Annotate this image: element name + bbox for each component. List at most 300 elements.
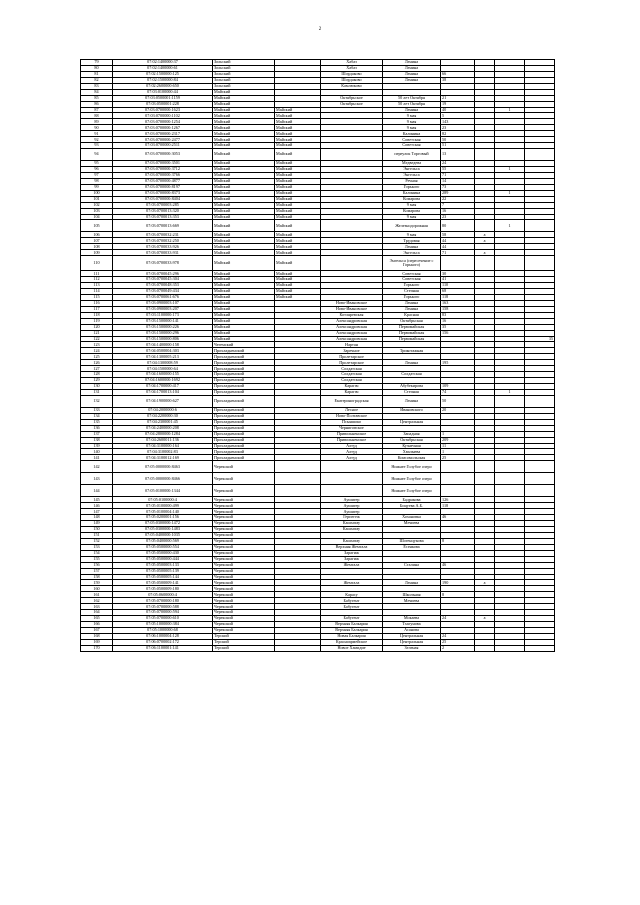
street-cell: Ленина: [383, 360, 441, 366]
row-number-cell: 114: [81, 289, 113, 295]
row-number-cell: 147: [81, 509, 113, 515]
district-cell: Майский: [213, 95, 275, 101]
street-cell: Солдатская: [383, 372, 441, 378]
row-number-cell: 158: [81, 574, 113, 580]
house-cell: 20: [441, 407, 475, 413]
row-number-cell: 118: [81, 312, 113, 318]
row-number-cell: 140: [81, 449, 113, 455]
district-cell: Черекский: [213, 538, 275, 544]
house-cell: [441, 256, 475, 271]
cadastral-number-cell: 07:02:1400000:61: [113, 65, 213, 71]
district-cell: Майский: [213, 277, 275, 283]
city-cell: Майский: [275, 178, 321, 184]
city-cell: Майский: [275, 271, 321, 277]
city-cell: Майский: [275, 196, 321, 202]
row-number-cell: 129: [81, 378, 113, 384]
cadastral-number-cell: 07:03:0700000:3712: [113, 167, 213, 173]
row-number-cell: 159: [81, 580, 113, 586]
house-cell: 118: [441, 294, 475, 300]
cadastral-number-cell: 07:05:0600000:4: [113, 592, 213, 598]
street-cell: 9 мая: [383, 119, 441, 125]
street-cell: Сталина: [383, 562, 441, 568]
district-cell: Майский: [213, 250, 275, 256]
cadastral-number-cell: 07:04:2000000:6: [113, 407, 213, 413]
row-number-cell: 123: [81, 342, 113, 348]
district-cell: Черекский: [213, 544, 275, 550]
settlement-cell: Александровская: [321, 336, 383, 342]
letter-cell: а: [475, 238, 495, 244]
district-cell: Майский: [213, 294, 275, 300]
house-cell: 73: [441, 184, 475, 190]
building-cell: [495, 461, 525, 473]
row-number-cell: 100: [81, 190, 113, 196]
cadastral-number-cell: 07:03:0700000:3501: [113, 161, 213, 167]
row-number-cell: 98: [81, 178, 113, 184]
building-cell: [495, 485, 525, 497]
cadastral-register-table: [80, 59, 555, 652]
row-number-cell: 128: [81, 372, 113, 378]
settlement-cell: Алтуд: [321, 455, 383, 461]
street-cell: Бицуева А.Б.: [383, 503, 441, 509]
cadastral-number-cell: 07:03:0700032:250: [113, 238, 213, 244]
street-cell: 9 мая: [383, 113, 441, 119]
cadastral-number-cell: 07:06:1000004:128: [113, 633, 213, 639]
cadastral-number-cell: 07:03:0700000:4877: [113, 178, 213, 184]
row-number-cell: 103: [81, 208, 113, 214]
letter-cell: [475, 461, 495, 473]
settlement-cell: Новое Хамидие: [321, 645, 383, 651]
cadastral-number-cell: 07:05:0000000:8463: [113, 461, 213, 473]
letter-cell: [475, 256, 495, 271]
cadastral-number-cell: 07:05:0300000:1472: [113, 521, 213, 527]
cadastral-number-cell: 07:05:1000000:384: [113, 622, 213, 628]
cadastral-number-cell: 07:02:1500000:84: [113, 77, 213, 83]
row-number-cell: 122: [81, 336, 113, 342]
street-cell: Трикотажная: [383, 348, 441, 354]
table-row: [81, 461, 555, 473]
house-cell: [441, 485, 475, 497]
street-cell: Красная: [383, 312, 441, 318]
row-number-cell: 121: [81, 330, 113, 336]
house-cell: [441, 461, 475, 473]
cadastral-number-cell: 07:04:2300001:45: [113, 419, 213, 425]
cadastral-number-cell: 07:03:0900003:107: [113, 300, 213, 306]
row-number-cell: 99: [81, 184, 113, 190]
district-cell: Зольский: [213, 83, 275, 89]
cadastral-number-cell: 07:03:0700000:1267: [113, 125, 213, 131]
row-number-cell: 79: [81, 60, 113, 66]
district-cell: Прохладненский: [213, 419, 275, 425]
house-cell: 23: [441, 214, 475, 220]
house-cell: 109: [441, 384, 475, 390]
district-cell: Черекский: [213, 497, 275, 503]
row-number-cell: 81: [81, 71, 113, 77]
settlement-cell: Камлюково: [321, 83, 383, 89]
street-cell: Ленина: [383, 300, 441, 306]
row-number-cell: 151: [81, 532, 113, 538]
district-cell: Прохладненский: [213, 378, 275, 384]
house-cell: 195: [441, 360, 475, 366]
cadastral-number-cell: 07:03:0700000:2317: [113, 131, 213, 137]
street-cell: Первомайская: [383, 330, 441, 336]
house-cell: 25: [441, 639, 475, 645]
house-cell: 110: [441, 283, 475, 289]
cadastral-number-cell: 07:03:0700000:1102: [113, 113, 213, 119]
street-cell: Центральная: [383, 639, 441, 645]
apartment-cell: [525, 256, 555, 271]
district-cell: Черекский: [213, 616, 275, 622]
settlement-cell: Карагач: [321, 384, 383, 390]
settlement-cell: Октябрьское: [321, 101, 383, 107]
settlement-cell: Псыншоко: [321, 419, 383, 425]
district-cell: Прохладненский: [213, 360, 275, 366]
cadastral-number-cell: 07:04:1500000:64: [113, 366, 213, 372]
house-cell: 83: [441, 312, 475, 318]
city-cell: Майский: [275, 119, 321, 125]
district-cell: Майский: [213, 119, 275, 125]
row-number-cell: 157: [81, 568, 113, 574]
cadastral-number-cell: 07:04:1600000:1692: [113, 378, 213, 384]
cadastral-number-cell: 07:05:0100000:1344: [113, 485, 213, 497]
cadastral-number-cell: 07:04:1300005:213: [113, 354, 213, 360]
building-cell: [495, 395, 525, 407]
row-number-cell: 153: [81, 544, 113, 550]
cadastral-number-cell: 07:03:0700000:1254: [113, 119, 213, 125]
table-body: [81, 60, 555, 652]
row-number-cell: 164: [81, 610, 113, 616]
street-cell: Горького: [383, 294, 441, 300]
district-cell: Черекский: [213, 592, 275, 598]
street-cell: Школьная: [383, 592, 441, 598]
settlement-cell: Аушигер: [321, 503, 383, 509]
district-cell: Чегемский: [213, 342, 275, 348]
street-cell: Октябрьская: [383, 437, 441, 443]
street-cell: Советская: [383, 277, 441, 283]
street-cell: Степная: [383, 289, 441, 295]
table-row: [81, 149, 555, 161]
street-cell: Энгельса: [383, 250, 441, 256]
district-cell: Майский: [213, 190, 275, 196]
street-cell: Нижнее Голубое озеро: [383, 461, 441, 473]
city-cell: Майский: [275, 232, 321, 238]
district-cell: Майский: [213, 306, 275, 312]
street-cell: Первомайская: [383, 324, 441, 330]
row-number-cell: 155: [81, 556, 113, 562]
settlement-cell: Солдатская: [321, 366, 383, 372]
street-cell: Нижнее Голубое озеро: [383, 473, 441, 485]
city-cell: Майский: [275, 220, 321, 232]
house-cell: 38: [441, 77, 475, 83]
street-cell: Октябрьская: [383, 318, 441, 324]
settlement-cell: Александровская: [321, 330, 383, 336]
cadastral-number-cell: 07:03:1100000:173: [113, 312, 213, 318]
cadastral-number-cell: 07:03:0700045:304: [113, 277, 213, 283]
cadastral-number-cell: 07:02:2600000:650: [113, 83, 213, 89]
district-cell: Черекский: [213, 562, 275, 568]
street-cell: Речная: [383, 178, 441, 184]
row-number-cell: 82: [81, 77, 113, 83]
cadastral-number-cell: 07:04:2600011:136: [113, 437, 213, 443]
district-cell: Прохладненский: [213, 455, 275, 461]
row-number-cell: 131: [81, 389, 113, 395]
district-cell: Майский: [213, 324, 275, 330]
cadastral-number-cell: 07:05:0100004:140: [113, 509, 213, 515]
street-cell: Ленина: [383, 580, 441, 586]
house-cell: 35: [441, 324, 475, 330]
street-cell: Мокаева: [383, 616, 441, 622]
row-number-cell: 115: [81, 294, 113, 300]
row-number-cell: 141: [81, 455, 113, 461]
district-cell: Черекский: [213, 509, 275, 515]
cadastral-number-cell: 07:05:0100000:499: [113, 503, 213, 509]
house-cell: 55: [441, 167, 475, 173]
cadastral-number-cell: 07:05:0300000:1483: [113, 527, 213, 533]
cadastral-number-cell: 07:05:0500005:144: [113, 574, 213, 580]
district-cell: Майский: [213, 208, 275, 214]
district-cell: Черекский: [213, 473, 275, 485]
building-cell: [495, 149, 525, 161]
district-cell: Майский: [213, 318, 275, 324]
row-number-cell: 169: [81, 639, 113, 645]
house-cell: 8: [441, 538, 475, 544]
row-number-cell: 168: [81, 633, 113, 639]
row-number-cell: 154: [81, 550, 113, 556]
district-cell: Черекский: [213, 527, 275, 533]
street-cell: Калинина: [383, 190, 441, 196]
row-number-cell: 145: [81, 497, 113, 503]
building-cell: 1: [495, 107, 525, 113]
street-cell: Комсомольская: [383, 455, 441, 461]
district-cell: Черекский: [213, 574, 275, 580]
street-cell: Комарова: [383, 208, 441, 214]
district-cell: Прохладненский: [213, 407, 275, 413]
cadastral-number-cell: 07:03:0700033:931: [113, 250, 213, 256]
cadastral-number-cell: 07:03:0500001:228: [113, 101, 213, 107]
settlement-cell: Карагач: [321, 389, 383, 395]
house-cell: 50: [441, 395, 475, 407]
letter-cell: а: [475, 232, 495, 238]
district-cell: Черекский: [213, 598, 275, 604]
settlement-cell: Котляревская: [321, 312, 383, 318]
settlement-cell: Алтуд: [321, 443, 383, 449]
row-number-cell: 143: [81, 473, 113, 485]
settlement-cell: Герпегеж: [321, 515, 383, 521]
letter-cell: а: [475, 580, 495, 586]
row-number-cell: 94: [81, 149, 113, 161]
district-cell: Черекский: [213, 532, 275, 538]
district-cell: Майский: [213, 289, 275, 295]
house-cell: 50: [441, 137, 475, 143]
city-cell: Майский: [275, 238, 321, 244]
settlement-cell: Кашхатау: [321, 538, 383, 544]
row-number-cell: 96: [81, 167, 113, 173]
street-cell: Хвалыева: [383, 449, 441, 455]
house-cell: [441, 473, 475, 485]
house-cell: 44: [441, 244, 475, 250]
cadastral-number-cell: 07:04:1400000:158: [113, 342, 213, 348]
settlement-cell: [321, 256, 383, 271]
street-cell: Мечиева: [383, 521, 441, 527]
building-cell: [495, 645, 525, 651]
district-cell: Майский: [213, 214, 275, 220]
district-cell: Майский: [213, 271, 275, 277]
cadastral-number-cell: 07:04:3100012:169: [113, 455, 213, 461]
row-number-cell: 170: [81, 645, 113, 651]
district-cell: Черекский: [213, 604, 275, 610]
settlement-cell: Шордаково: [321, 71, 383, 77]
city-cell: [275, 645, 321, 651]
district-cell: Прохладненский: [213, 425, 275, 431]
house-cell: 16: [441, 208, 475, 214]
row-number-cell: 130: [81, 384, 113, 390]
row-number-cell: 101: [81, 196, 113, 202]
building-cell: 1: [495, 220, 525, 232]
district-cell: Черекский: [213, 556, 275, 562]
settlement-cell: Ново-Полтавское: [321, 413, 383, 419]
house-cell: 158: [441, 306, 475, 312]
row-number-cell: 126: [81, 360, 113, 366]
city-cell: Майский: [275, 256, 321, 271]
district-cell: Майский: [213, 238, 275, 244]
district-cell: Майский: [213, 256, 275, 271]
cadastral-number-cell: 07:05:0500000:554: [113, 544, 213, 550]
apartment-cell: [525, 473, 555, 485]
row-number-cell: 105: [81, 220, 113, 232]
street-cell: Тхагунова: [383, 622, 441, 628]
cadastral-number-cell: 07:05:0500005:139: [113, 568, 213, 574]
street-cell: Ленина: [383, 306, 441, 312]
row-number-cell: 136: [81, 425, 113, 431]
house-cell: 11: [441, 443, 475, 449]
row-number-cell: 108: [81, 244, 113, 250]
cadastral-number-cell: 07:03:0100000:44: [113, 89, 213, 95]
cadastral-number-cell: 07:03:0700032:231: [113, 232, 213, 238]
cadastral-number-cell: 07:03:0700013:353: [113, 214, 213, 220]
street-cell: Мечиева: [383, 598, 441, 604]
district-cell: Прохладненский: [213, 449, 275, 455]
cadastral-number-cell: 07:05:0700000:180: [113, 598, 213, 604]
street-cell: Ленина: [383, 107, 441, 113]
row-number-cell: 148: [81, 515, 113, 521]
house-cell: 46: [441, 515, 475, 521]
city-cell: Майский: [275, 294, 321, 300]
cadastral-number-cell: 07:03:0700000:3053: [113, 149, 213, 161]
apartment-cell: [525, 485, 555, 497]
house-cell: 24: [441, 633, 475, 639]
cadastral-number-cell: 07:03:0700013:320: [113, 208, 213, 214]
district-cell: Черекский: [213, 503, 275, 509]
settlement-cell: Кашхатау: [321, 527, 383, 533]
cadastral-number-cell: 07:03:0700000:8373: [113, 190, 213, 196]
district-cell: Черекский: [213, 515, 275, 521]
settlement-cell: Зарагиж: [321, 556, 383, 562]
cadastral-number-cell: 07:03:0700000:8404: [113, 196, 213, 202]
district-cell: Прохладненский: [213, 366, 275, 372]
district-cell: Майский: [213, 178, 275, 184]
row-number-cell: 97: [81, 172, 113, 178]
settlement-cell: Алтуд: [321, 449, 383, 455]
row-number-cell: 163: [81, 604, 113, 610]
street-cell: Шогенцукова: [383, 538, 441, 544]
street-cell: Ленина: [383, 395, 441, 407]
row-number-cell: 95: [81, 161, 113, 167]
district-cell: Майский: [213, 202, 275, 208]
row-number-cell: 150: [81, 527, 113, 533]
district-cell: Майский: [213, 220, 275, 232]
cadastral-number-cell: 07:04:1600000:155: [113, 372, 213, 378]
row-number-cell: 86: [81, 101, 113, 107]
cadastral-number-cell: 07:05:0500009:180: [113, 586, 213, 592]
letter-cell: [475, 149, 495, 161]
row-number-cell: 111: [81, 271, 113, 277]
letter-cell: [475, 473, 495, 485]
cadastral-number-cell: 07:04:3100000:164: [113, 443, 213, 449]
cadastral-number-cell: 07:03:0700049:434: [113, 289, 213, 295]
street-cell: Ивановского: [383, 407, 441, 413]
house-cell: 30: [441, 271, 475, 277]
cadastral-number-cell: 07:03:1500000:226: [113, 324, 213, 330]
cadastral-number-cell: 07:05:0500003:133: [113, 562, 213, 568]
cadastral-number-cell: 07:06:0700002:172: [113, 639, 213, 645]
house-cell: 14: [441, 178, 475, 184]
street-cell: 50 лет Октября: [383, 101, 441, 107]
district-cell: Зольский: [213, 65, 275, 71]
district-cell: Терский: [213, 639, 275, 645]
house-cell: 143: [441, 119, 475, 125]
district-cell: Майский: [213, 161, 275, 167]
table-row: [81, 485, 555, 497]
apartment-cell: [525, 395, 555, 407]
district-cell: Прохладненский: [213, 443, 275, 449]
table-row: [81, 395, 555, 407]
district-cell: Черекский: [213, 622, 275, 628]
cadastral-number-cell: 07:05:0500000:430: [113, 550, 213, 556]
street-cell: Ленина: [383, 60, 441, 66]
house-cell: 126: [441, 497, 475, 503]
row-number-cell: 167: [81, 627, 113, 633]
building-cell: [495, 256, 525, 271]
settlement-cell: Жемтала: [321, 580, 383, 586]
house-cell: 24: [441, 161, 475, 167]
district-cell: Майский: [213, 300, 275, 306]
street-cell: 9 мая: [383, 125, 441, 131]
row-number-cell: 134: [81, 413, 113, 419]
table-row: [81, 473, 555, 485]
row-number-cell: 144: [81, 485, 113, 497]
house-cell: 40: [441, 107, 475, 113]
cadastral-number-cell: 07:02:1500000:125: [113, 71, 213, 77]
row-number-cell: 139: [81, 443, 113, 449]
row-number-cell: 90: [81, 125, 113, 131]
cadastral-number-cell: 07:04:2200000:30: [113, 413, 213, 419]
cadastral-number-cell: 07:03:0500001:1159: [113, 95, 213, 101]
city-cell: Майский: [275, 208, 321, 214]
cadastral-number-cell: 07:05:0100000:4: [113, 497, 213, 503]
district-cell: Майский: [213, 107, 275, 113]
city-cell: Майский: [275, 190, 321, 196]
street-cell: Ленина: [383, 65, 441, 71]
district-cell: Черекский: [213, 586, 275, 592]
cadastral-number-cell: 07:03:0700000:3766: [113, 172, 213, 178]
house-cell: 24: [441, 616, 475, 622]
row-number-cell: 132: [81, 395, 113, 407]
district-cell: Черекский: [213, 485, 275, 497]
district-cell: Майский: [213, 131, 275, 137]
apartment-cell: [525, 220, 555, 232]
district-cell: Майский: [213, 283, 275, 289]
cadastral-number-cell: 07:03:0700033:926: [113, 244, 213, 250]
settlement-cell: Шордаково: [321, 77, 383, 83]
